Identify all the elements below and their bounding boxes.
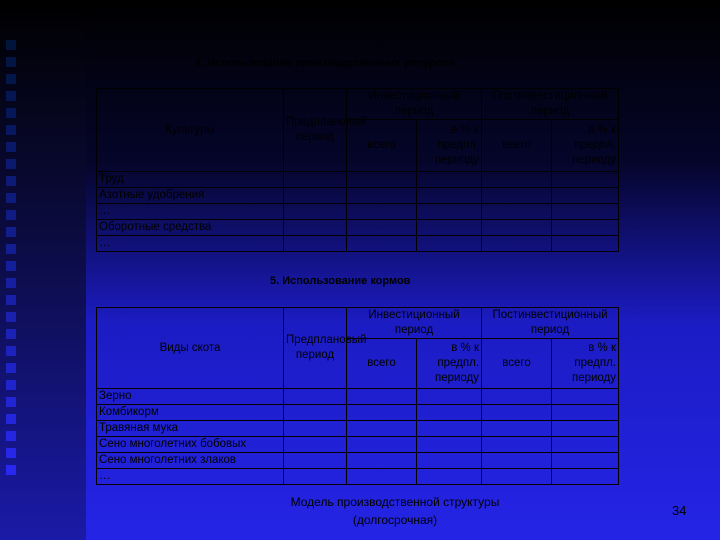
table-row xyxy=(97,220,619,236)
table-row xyxy=(97,389,619,405)
empty-cell xyxy=(552,188,619,204)
decorative-square xyxy=(6,363,16,373)
decorative-square xyxy=(6,431,16,441)
decorative-square xyxy=(6,159,16,169)
empty-cell xyxy=(552,389,619,405)
decorative-square xyxy=(6,108,16,118)
empty-cell xyxy=(482,236,552,252)
table2-title: 5. Использование кормов xyxy=(270,275,411,287)
empty-cell xyxy=(552,421,619,437)
empty-cell xyxy=(417,453,482,469)
table2-sub-total-invest: всего xyxy=(347,339,417,389)
row-label: Зерно xyxy=(97,389,284,405)
empty-cell xyxy=(552,204,619,220)
decorative-square xyxy=(6,244,16,254)
row-label: … xyxy=(97,469,284,485)
table1-sub-total-post: всего xyxy=(482,120,552,172)
row-label: … xyxy=(97,236,284,252)
empty-cell xyxy=(552,220,619,236)
empty-cell xyxy=(482,188,552,204)
empty-cell xyxy=(347,453,417,469)
empty-cell xyxy=(284,405,347,421)
empty-cell xyxy=(552,453,619,469)
empty-cell xyxy=(417,172,482,188)
empty-cell xyxy=(284,204,347,220)
empty-cell xyxy=(482,204,552,220)
empty-cell xyxy=(284,236,347,252)
row-label: Сено многолетних злаков xyxy=(97,453,284,469)
empty-cell xyxy=(417,437,482,453)
empty-cell xyxy=(482,220,552,236)
slide-footer: Модель производственной структуры (долгосрочная) xyxy=(290,495,500,527)
page-number: 34 xyxy=(672,503,687,518)
feed-table xyxy=(96,307,619,485)
decorative-square xyxy=(6,380,16,390)
empty-cell xyxy=(417,405,482,421)
empty-cell xyxy=(552,172,619,188)
decorative-square xyxy=(6,465,16,475)
table2-col-postinvest: Постинвестиционный период xyxy=(482,308,619,339)
decorative-square xyxy=(6,74,16,84)
empty-cell xyxy=(417,236,482,252)
table-row xyxy=(97,236,619,252)
row-label: … xyxy=(97,204,284,220)
table2-col-preplan: Предплановый период xyxy=(284,308,347,389)
table2-row-header: Виды скота xyxy=(97,308,284,389)
table2-col-invest: Инвестиционный период xyxy=(347,308,482,339)
table1-row-header: Культуры xyxy=(97,89,284,172)
empty-cell xyxy=(284,469,347,485)
decorative-square xyxy=(6,57,16,67)
empty-cell xyxy=(417,188,482,204)
table1-sub-total-invest: всего xyxy=(347,120,417,172)
empty-cell xyxy=(347,389,417,405)
decorative-square xyxy=(6,227,16,237)
decorative-square xyxy=(6,193,16,203)
decorative-square xyxy=(6,261,16,271)
empty-cell xyxy=(482,389,552,405)
table-row xyxy=(97,421,619,437)
table-row xyxy=(97,469,619,485)
empty-cell xyxy=(482,421,552,437)
empty-cell xyxy=(347,204,417,220)
empty-cell xyxy=(417,469,482,485)
table-row xyxy=(97,188,619,204)
table1-col-preplan: Предплановый период xyxy=(284,89,347,172)
empty-cell xyxy=(284,453,347,469)
empty-cell xyxy=(482,172,552,188)
empty-cell xyxy=(482,437,552,453)
table1-sub-pct-invest: в % к предпл. периоду xyxy=(417,120,482,172)
row-label: Азотные удобрения xyxy=(97,188,284,204)
table-row xyxy=(97,437,619,453)
decorative-square xyxy=(6,176,16,186)
decorative-square xyxy=(6,329,16,339)
table-row xyxy=(97,453,619,469)
table-row xyxy=(97,204,619,220)
empty-cell xyxy=(552,437,619,453)
decorative-square xyxy=(6,278,16,288)
decorative-square xyxy=(6,91,16,101)
row-label: Труд xyxy=(97,172,284,188)
empty-cell xyxy=(347,437,417,453)
empty-cell xyxy=(482,453,552,469)
empty-cell xyxy=(347,421,417,437)
empty-cell xyxy=(482,469,552,485)
decorative-square xyxy=(6,414,16,424)
empty-cell xyxy=(284,188,347,204)
empty-cell xyxy=(347,469,417,485)
table-row xyxy=(97,405,619,421)
decorative-square xyxy=(6,397,16,407)
empty-cell xyxy=(284,389,347,405)
table1-sub-pct-post: в % к предпл. периоду xyxy=(552,120,619,172)
decorative-square xyxy=(6,346,16,356)
empty-cell xyxy=(347,172,417,188)
decorative-square xyxy=(6,125,16,135)
resources-table xyxy=(96,88,619,252)
table1-title: 4. Использование производственных ресурсов xyxy=(195,57,455,69)
empty-cell xyxy=(417,220,482,236)
decorative-square xyxy=(6,312,16,322)
decorative-square-column xyxy=(6,40,20,482)
empty-cell xyxy=(552,236,619,252)
decorative-square xyxy=(6,448,16,458)
empty-cell xyxy=(552,405,619,421)
row-label: Сено многолетних бобовых xyxy=(97,437,284,453)
table2-sub-pct-post: в % к предпл. периоду xyxy=(552,339,619,389)
table2-sub-total-post: всего xyxy=(482,339,552,389)
empty-cell xyxy=(417,204,482,220)
row-label: Травяная мука xyxy=(97,421,284,437)
empty-cell xyxy=(552,469,619,485)
decorative-square xyxy=(6,40,16,50)
row-label: Комбикорм xyxy=(97,405,284,421)
table-row xyxy=(97,172,619,188)
empty-cell xyxy=(347,188,417,204)
table2-sub-pct-invest: в % к предпл. периоду xyxy=(417,339,482,389)
empty-cell xyxy=(417,389,482,405)
decorative-square xyxy=(6,295,16,305)
empty-cell xyxy=(347,405,417,421)
empty-cell xyxy=(347,220,417,236)
table1-col-invest: Инвестиционный период xyxy=(347,89,482,120)
empty-cell xyxy=(482,405,552,421)
empty-cell xyxy=(284,220,347,236)
empty-cell xyxy=(417,421,482,437)
empty-cell xyxy=(347,236,417,252)
table1-col-postinvest: Постинвестиционный период xyxy=(482,89,619,120)
empty-cell xyxy=(284,172,347,188)
empty-cell xyxy=(284,437,347,453)
row-label: Оборотные средства xyxy=(97,220,284,236)
decorative-square xyxy=(6,142,16,152)
decorative-side-stripe xyxy=(0,0,86,540)
decorative-square xyxy=(6,210,16,220)
empty-cell xyxy=(284,421,347,437)
